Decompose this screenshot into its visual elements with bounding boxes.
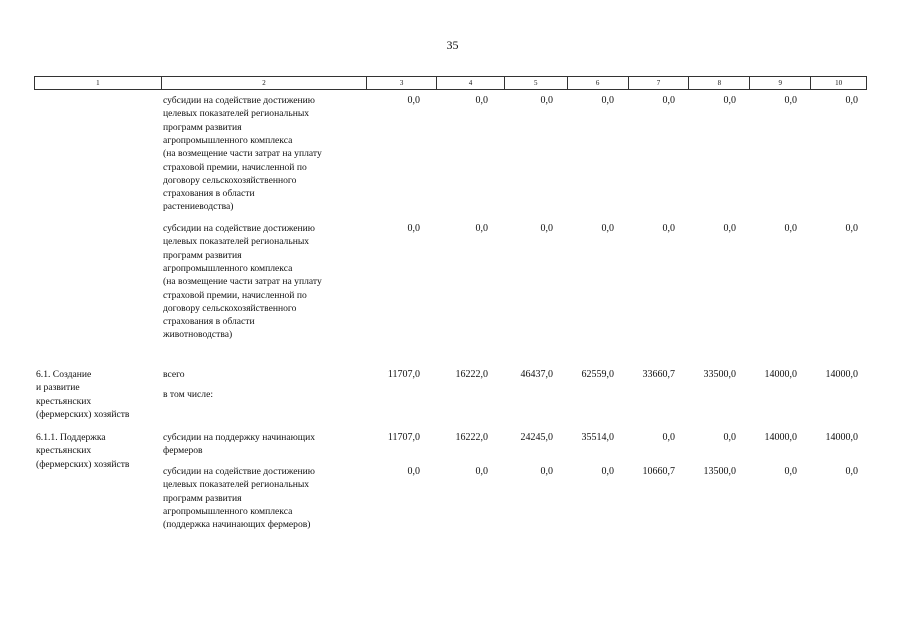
value-cell-col-5: 46437,0 bbox=[520, 369, 553, 380]
row-name-line: крестьянских bbox=[36, 395, 92, 407]
value-cell-col-8: 0,0 bbox=[723, 95, 736, 106]
value-cell-col-5: 0,0 bbox=[540, 466, 553, 477]
row-description-line: субсидии на содействие достижению bbox=[163, 223, 315, 234]
row-description-line: (на возмещение части затрат на уплату bbox=[163, 276, 322, 288]
value-cell-col-3: 0,0 bbox=[407, 95, 420, 106]
value-cell-col-4: 16222,0 bbox=[455, 369, 488, 380]
header-col-8: 8 bbox=[688, 77, 749, 89]
row-description-line: (на возмещение части затрат на уплату bbox=[163, 148, 322, 160]
row-name-line: 6.1.1. Поддержка bbox=[36, 432, 106, 443]
page-number: 35 bbox=[446, 38, 459, 52]
header-col-7: 7 bbox=[628, 77, 689, 89]
header-col-9: 9 bbox=[749, 77, 810, 89]
row-name-line: крестьянских bbox=[36, 445, 92, 457]
header-col-2: 2 bbox=[161, 77, 367, 89]
value-cell-col-9: 14000,0 bbox=[764, 432, 797, 443]
header-col-5: 5 bbox=[504, 77, 567, 89]
value-cell-col-10: 14000,0 bbox=[825, 369, 858, 380]
value-cell-col-4: 0,0 bbox=[475, 223, 488, 234]
value-cell-col-7: 10660,7 bbox=[642, 466, 675, 477]
row-description-line: растениеводства) bbox=[163, 201, 234, 213]
value-cell-col-3: 0,0 bbox=[407, 466, 420, 477]
row-description-line: страхования в области bbox=[163, 316, 255, 328]
value-cell-col-5: 24245,0 bbox=[520, 432, 553, 443]
row-description-line: страховой премии, начисленной по bbox=[163, 289, 307, 301]
row-description-line: целевых показателей региональных bbox=[163, 108, 310, 120]
value-cell-col-3: 11707,0 bbox=[387, 369, 420, 380]
value-cell-col-4: 16222,0 bbox=[455, 432, 488, 443]
value-cell-col-5: 0,0 bbox=[540, 223, 553, 234]
row-name-line: и развитие bbox=[36, 382, 80, 394]
value-cell-col-3: 0,0 bbox=[407, 223, 420, 234]
value-cell-col-8: 0,0 bbox=[723, 432, 736, 443]
row-description-line: агропромышленного комплекса bbox=[163, 505, 293, 517]
row-description-line: всего bbox=[163, 369, 185, 380]
value-cell-col-6: 0,0 bbox=[601, 223, 614, 234]
row-name-line: (фермерских) хозяйств bbox=[36, 408, 130, 420]
row-description-line: страхования в области bbox=[163, 188, 255, 200]
value-cell-col-8: 33500,0 bbox=[703, 369, 736, 380]
row-description-line: договору сельскохозяйственного bbox=[163, 174, 297, 186]
value-cell-col-10: 0,0 bbox=[845, 95, 858, 106]
row-description-line: агропромышленного комплекса bbox=[163, 262, 293, 274]
header-col-3: 3 bbox=[366, 77, 436, 89]
value-cell-col-7: 0,0 bbox=[662, 223, 675, 234]
value-cell-col-7: 0,0 bbox=[662, 432, 675, 443]
value-cell-col-3: 11707,0 bbox=[387, 432, 420, 443]
row-description-line: фермеров bbox=[163, 445, 203, 457]
row-description-line: агропромышленного комплекса bbox=[163, 134, 293, 146]
row-description-line: программ развития bbox=[163, 492, 242, 504]
value-cell-col-10: 0,0 bbox=[845, 223, 858, 234]
row-description-line: целевых показателей региональных bbox=[163, 236, 310, 248]
header-col-1: 1 bbox=[96, 79, 100, 87]
row-description-line: страховой премии, начисленной по bbox=[163, 161, 307, 173]
value-cell-col-9: 0,0 bbox=[784, 223, 797, 234]
value-cell-col-9: 0,0 bbox=[784, 95, 797, 106]
row-description-line: субсидии на содействие достижению bbox=[163, 95, 315, 106]
header-col-4: 4 bbox=[436, 77, 504, 89]
row-description-line: программ развития bbox=[163, 249, 242, 261]
value-cell-col-4: 0,0 bbox=[475, 95, 488, 106]
row-description-line: субсидии на поддержку начинающих bbox=[163, 432, 316, 443]
value-cell-col-4: 0,0 bbox=[475, 466, 488, 477]
value-cell-col-7: 0,0 bbox=[662, 95, 675, 106]
value-cell-col-6: 0,0 bbox=[601, 95, 614, 106]
value-cell-col-6: 0,0 bbox=[601, 466, 614, 477]
row-name-line: 6.1. Создание bbox=[36, 369, 92, 380]
row-description-line: целевых показателей региональных bbox=[163, 479, 310, 491]
row-description-line: субсидии на содействие достижению bbox=[163, 466, 315, 477]
value-cell-col-10: 0,0 bbox=[845, 466, 858, 477]
value-cell-col-6: 62559,0 bbox=[581, 369, 614, 380]
value-cell-col-7: 33660,7 bbox=[642, 369, 675, 380]
header-col-6: 6 bbox=[567, 77, 628, 89]
value-cell-col-6: 35514,0 bbox=[581, 432, 614, 443]
row-description-line: в том числе: bbox=[163, 389, 214, 400]
row-description-line: программ развития bbox=[163, 121, 242, 133]
value-cell-col-8: 0,0 bbox=[723, 223, 736, 234]
header-col-10: 10 bbox=[810, 77, 866, 89]
value-cell-col-9: 0,0 bbox=[784, 466, 797, 477]
value-cell-col-10: 14000,0 bbox=[825, 432, 858, 443]
row-description-line: (поддержка начинающих фермеров) bbox=[163, 519, 311, 531]
value-cell-col-9: 14000,0 bbox=[764, 369, 797, 380]
row-name-line: (фермерских) хозяйств bbox=[36, 458, 130, 470]
row-description-line: животноводства) bbox=[163, 329, 233, 341]
row-description-line: договору сельскохозяйственного bbox=[163, 302, 297, 314]
value-cell-col-5: 0,0 bbox=[540, 95, 553, 106]
table-header bbox=[34, 76, 867, 90]
value-cell-col-8: 13500,0 bbox=[703, 466, 736, 477]
